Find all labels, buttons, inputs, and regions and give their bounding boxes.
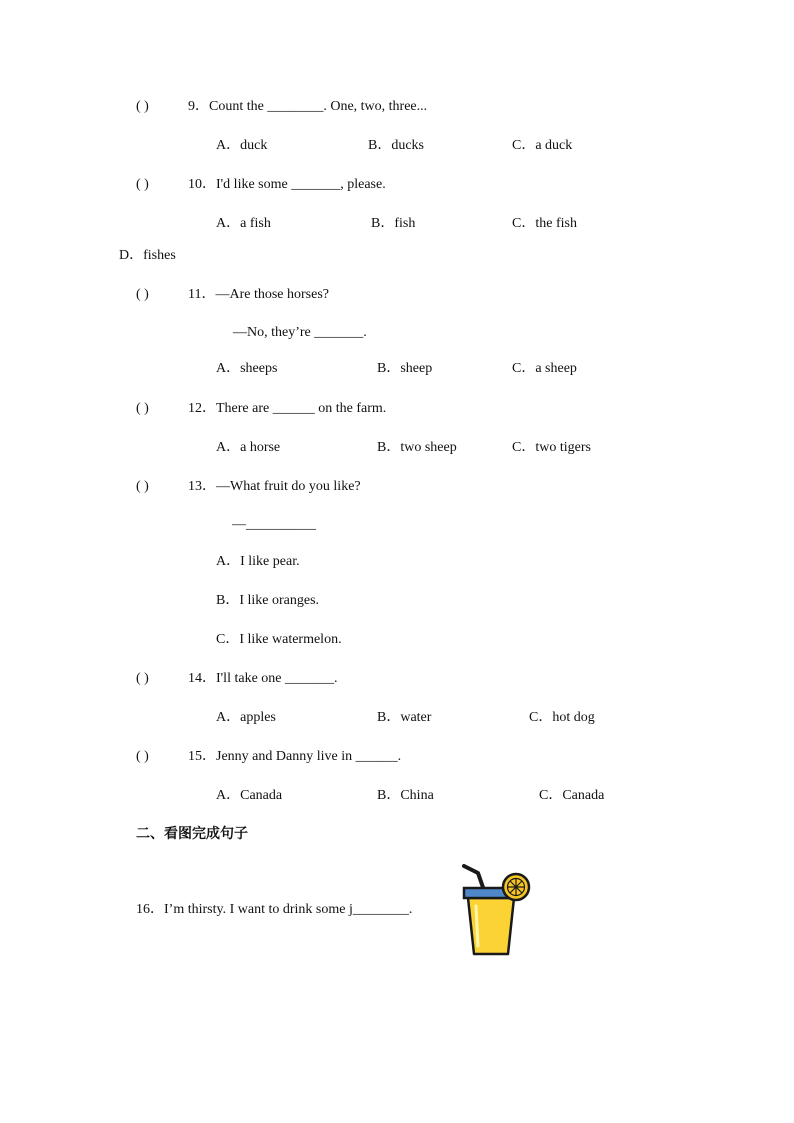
question-9-option-a: A．duck xyxy=(216,138,268,153)
question-11-stem: 11．—Are those horses? xyxy=(188,287,330,302)
question-16-sentence: 16．I’m thirsty. I want to drink some j________. xyxy=(136,902,413,917)
juice-glass-icon xyxy=(458,862,534,958)
question-9-option-c: C．a duck xyxy=(512,138,573,153)
answer-blank-paren[interactable]: ( ) xyxy=(136,479,149,494)
question-11-option-c: C．a sheep xyxy=(512,361,577,376)
answer-blank-paren[interactable]: ( ) xyxy=(136,671,149,686)
question-14-option-a: A．apples xyxy=(216,710,276,725)
lemon-slice-icon xyxy=(503,874,529,900)
question-12-option-c: C．two tigers xyxy=(512,440,591,455)
question-10-option-c: C．the fish xyxy=(512,216,577,231)
question-11-option-b: B．sheep xyxy=(377,361,433,376)
answer-blank-paren[interactable]: ( ) xyxy=(136,287,149,302)
question-10-option-a: A．a fish xyxy=(216,216,271,231)
question-12-stem: 12．There are ______ on the farm. xyxy=(188,401,387,416)
question-13-option-b: B．I like oranges. xyxy=(216,593,320,608)
question-9-option-b: B．ducks xyxy=(368,138,424,153)
section-2-heading: 二、看图完成句子 xyxy=(136,826,248,842)
question-12-option-b: B．two sheep xyxy=(377,440,457,455)
question-11-response: —No, they’re _______. xyxy=(233,325,367,340)
question-9-stem: 9．Count the ________. One, two, three... xyxy=(188,99,428,114)
question-13-option-c: C．I like watermelon. xyxy=(216,632,342,647)
question-15-option-a: A．Canada xyxy=(216,788,283,803)
answer-blank-paren[interactable]: ( ) xyxy=(136,99,149,114)
question-10-stem: 10．I'd like some _______, please. xyxy=(188,177,386,192)
answer-blank-paren[interactable]: ( ) xyxy=(136,749,149,764)
question-13-option-a: A．I like pear. xyxy=(216,554,300,569)
question-13-response: —__________ xyxy=(232,517,316,532)
question-15-option-b: B．China xyxy=(377,788,434,803)
glass-highlight xyxy=(476,906,478,946)
answer-blank-paren[interactable]: ( ) xyxy=(136,401,149,416)
question-14-option-c: C．hot dog xyxy=(529,710,595,725)
question-12-option-a: A．a horse xyxy=(216,440,281,455)
answer-blank-paren[interactable]: ( ) xyxy=(136,177,149,192)
question-10-option-d: D．fishes xyxy=(119,248,176,263)
question-13-stem: 13．—What fruit do you like? xyxy=(188,479,361,494)
question-10-option-b: B．fish xyxy=(371,216,416,231)
question-14-stem: 14．I'll take one _______. xyxy=(188,671,338,686)
question-15-stem: 15．Jenny and Danny live in ______. xyxy=(188,749,402,764)
question-15-option-c: C．Canada xyxy=(539,788,605,803)
question-14-option-b: B．water xyxy=(377,710,432,725)
question-11-option-a: A．sheeps xyxy=(216,361,278,376)
